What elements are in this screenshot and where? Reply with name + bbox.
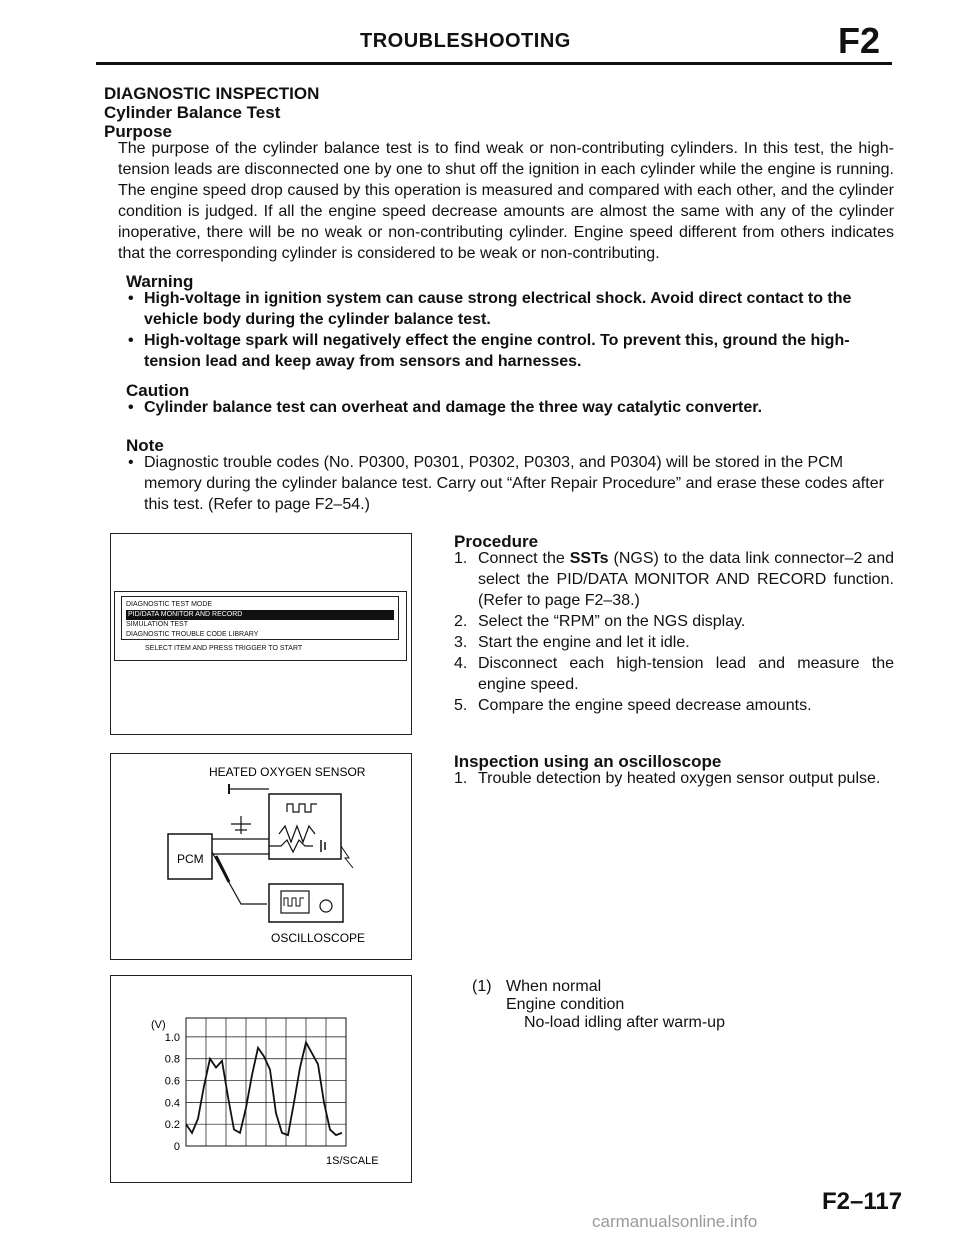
procedure-step: 4. Disconnect each high-tension lead and measure the engine speed.: [454, 655, 894, 693]
procedure-list: [454, 548, 894, 716]
y-tick-label: 0: [173, 1141, 180, 1153]
note-list: [126, 452, 894, 515]
warning-heading: Warning: [126, 272, 194, 291]
oscilloscope-screen: [281, 891, 309, 913]
watermark: carmanualsonline.info: [592, 1212, 758, 1231]
condition-number: (1): [472, 978, 492, 995]
ngs-menu-item-selected: PID/DATA MONITOR AND RECORD: [126, 610, 394, 620]
inspection-list: [454, 768, 894, 789]
header-rule: [96, 62, 892, 65]
y-tick-label: 0.8: [164, 1053, 180, 1066]
procedure-step: 1. Connect the SSTs (NGS) to the data link connector–2 and select the PID/DATA MONITOR AND RECORD function. (Refer to page F2–38.): [454, 550, 894, 609]
note-heading: Note: [126, 436, 164, 455]
page-number: F2–117: [822, 1188, 903, 1215]
y-tick-label: 0.2: [164, 1119, 180, 1132]
probe-tip: [216, 856, 229, 882]
purpose-heading: Purpose: [104, 122, 173, 141]
inspection-step: 1. Trouble detection by heated oxygen sensor output pulse.: [454, 770, 881, 787]
condition-value: No-load idling after warm-up: [524, 1014, 725, 1031]
ngs-menu-item: DIAGNOSTIC TEST MODE: [126, 601, 213, 608]
figure-title: HEATED OXYGEN SENSOR: [209, 765, 366, 779]
ngs-prompt: SELECT ITEM AND PRESS TRIGGER TO START: [145, 645, 303, 652]
procedure-step: 3. Start the engine and let it idle.: [454, 634, 690, 651]
ngs-menu-item: SIMULATION TEST: [126, 621, 188, 628]
warning-item: • High-voltage spark will negatively effect the engine control. To prevent this, ground the high-tension lead and keep away from sensors and harnesses.: [126, 330, 894, 372]
inspection-heading: Inspection using an oscilloscope: [454, 752, 722, 771]
ngs-menu-box: [121, 596, 399, 640]
procedure-step: 2. Select the “RPM” on the NGS display.: [454, 613, 746, 630]
page-header-title: TROUBLESHOOTING: [360, 30, 571, 52]
wiring-diagram: [111, 754, 411, 959]
y-tick-label: 0.6: [164, 1075, 180, 1088]
purpose-text: The purpose of the cylinder balance test is to find weak or non-contributing cylinders. In this test, the high-tension leads are disconnected one by one to shut off the ignition in each cylinder while the engine is running. The engine speed drop caused by this operation is measured and compared with each other, and the cylinder condition is judged. If all the engine speed decrease amounts are almost the same with any of the cylinder inoperative, there will be no weak or non-contributing cylinder. Engine speed different from others indicates that the corresponding cylinder is considered to be weak or non-contributing.: [118, 140, 894, 262]
series-line: [186, 1042, 342, 1135]
y-tick-label: 0.4: [164, 1097, 180, 1110]
oxygen-sensor-figure: [110, 753, 412, 960]
caution-list: [126, 397, 894, 418]
pcm-label: PCM: [177, 852, 204, 866]
waveform-figure: [110, 975, 412, 1183]
caution-heading: Caution: [126, 381, 190, 400]
y-axis-label: (V): [151, 1019, 166, 1031]
section-heading: DIAGNOSTIC INSPECTION: [104, 84, 320, 103]
procedure-heading: Procedure: [454, 532, 539, 551]
warning-list: [126, 288, 894, 372]
y-tick-label: 1.0: [164, 1031, 180, 1044]
ngs-screen-figure: [110, 533, 412, 735]
ngs-screen-outer: [114, 591, 407, 661]
procedure-step: 5. Compare the engine speed decrease amounts.: [454, 697, 812, 714]
condition-title: When normal: [506, 978, 602, 995]
waveform-chart: [111, 976, 411, 1182]
ground-icon: [341, 846, 353, 868]
x-axis-label: 1S/SCALE: [326, 1155, 379, 1167]
caution-item: • Cylinder balance test can overheat and damage the three way catalytic converter.: [126, 397, 894, 418]
condition-label: Engine condition: [506, 996, 625, 1013]
warning-item: • High-voltage in ignition system can cause strong electrical shock. Avoid direct contact to the vehicle body during the cylinder balance test.: [126, 288, 894, 330]
section-code: F2: [838, 20, 881, 61]
note-item: • Diagnostic trouble codes (No. P0300, P0301, P0302, P0303, and P0304) will be stored in the PCM memory during the cylinder balance test. Carry out “After Repair Procedure” and erase these codes after this test. (Refer to page F2–54.): [126, 452, 894, 515]
probe-lead: [212, 852, 267, 904]
ngs-menu-item: DIAGNOSTIC TROUBLE CODE LIBRARY: [126, 631, 259, 638]
section-subheading: Cylinder Balance Test: [104, 103, 281, 122]
oscilloscope-label: OSCILLOSCOPE: [271, 931, 366, 945]
